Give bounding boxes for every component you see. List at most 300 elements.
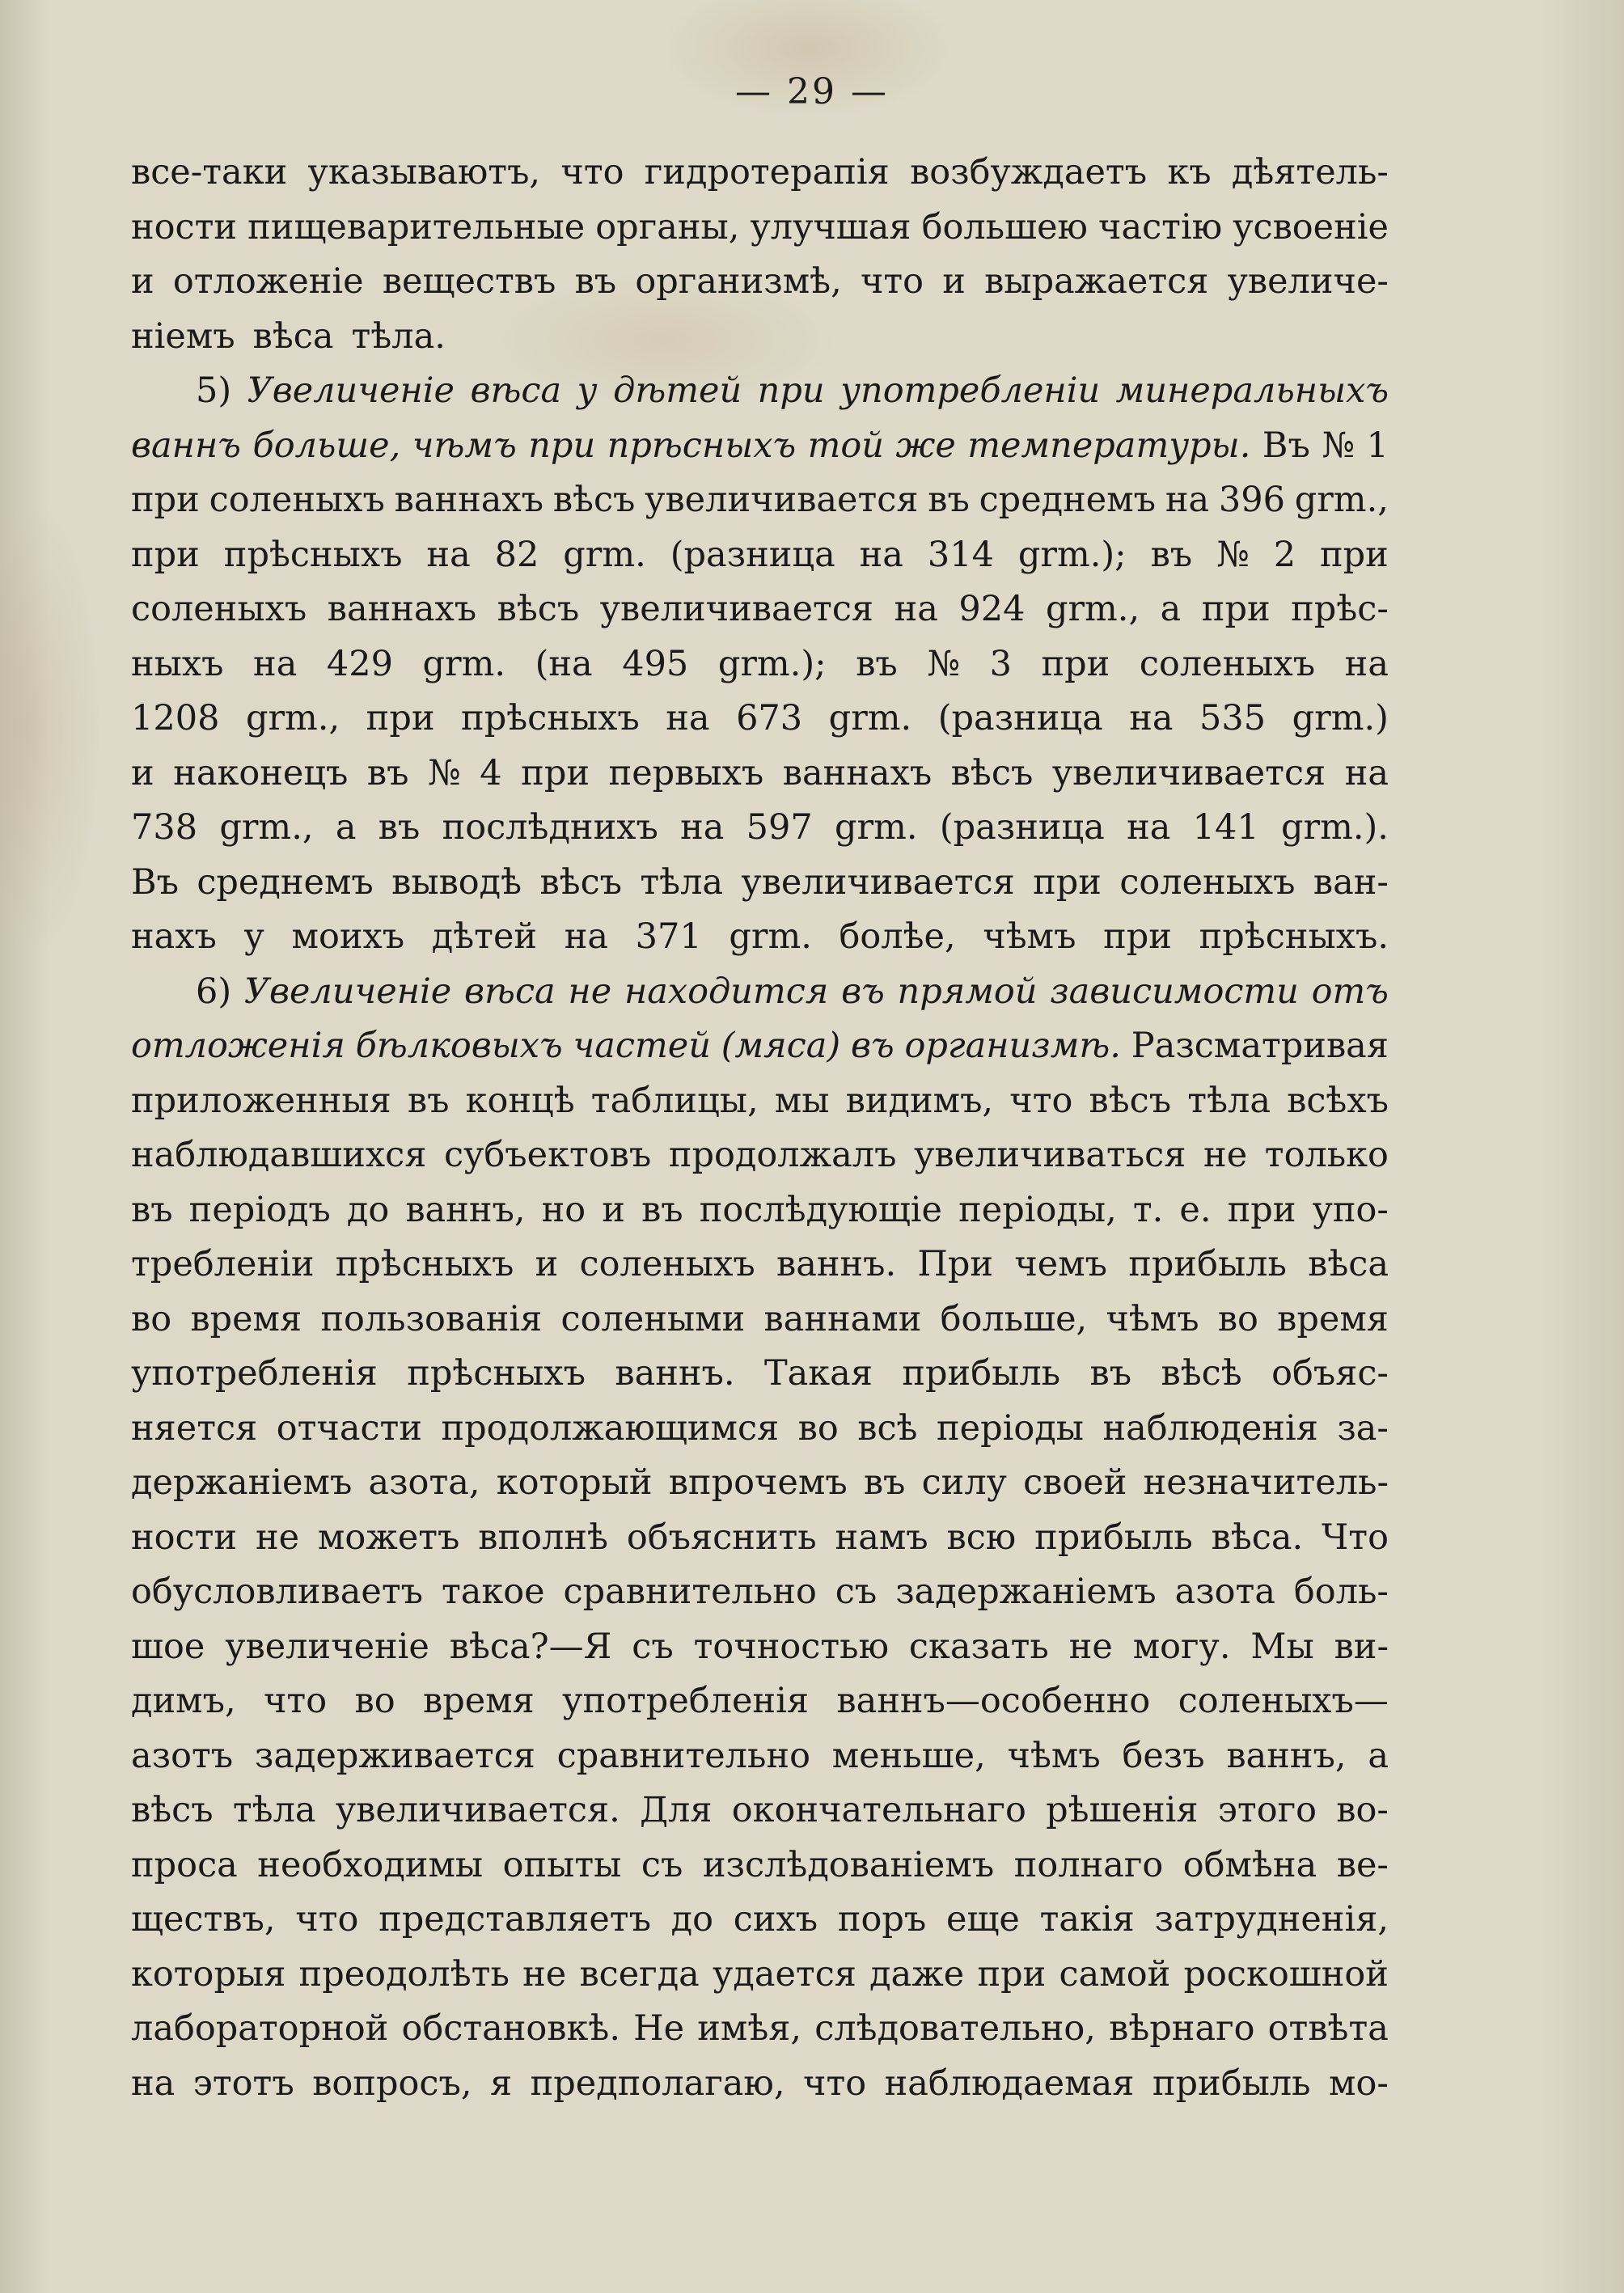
word: представляетъ <box>379 1899 651 1940</box>
text-line <box>131 582 1389 637</box>
text-line <box>131 146 1389 201</box>
word: продолжающимся <box>441 1407 780 1449</box>
word: наблюдаемая <box>884 2062 1135 2104</box>
text-line <box>131 364 1389 419</box>
word: на <box>859 534 903 575</box>
word: вполнѣ <box>478 1517 608 1558</box>
word: въ <box>366 752 409 793</box>
word: 1 <box>1366 425 1389 466</box>
word: объяснить <box>626 1517 817 1558</box>
text-line <box>131 910 1389 965</box>
text-line <box>131 2057 1389 2112</box>
word: увеличе- <box>1227 261 1389 302</box>
word: прѣсныхъ <box>407 1353 586 1394</box>
word: ности <box>131 206 238 247</box>
word: слѣдовательно, <box>814 2008 1096 2049</box>
word: ществъ, <box>131 1899 276 1940</box>
word: большею <box>921 206 1088 247</box>
word: ве- <box>1336 1844 1389 1885</box>
word: при <box>1041 643 1110 684</box>
word: grm.) <box>1292 698 1389 738</box>
word: шое <box>131 1626 205 1667</box>
word: той <box>807 425 884 466</box>
word: до <box>670 1899 714 1940</box>
text-line <box>131 2002 1389 2057</box>
word: при <box>1201 589 1271 629</box>
word: періоды, <box>958 1189 1117 1230</box>
word: необходимы <box>257 1844 484 1885</box>
word: не <box>522 1953 567 1995</box>
word: (мяса) <box>721 1026 841 1066</box>
word: grm., <box>1294 480 1389 520</box>
word: моихъ <box>291 916 405 957</box>
text-line <box>131 1456 1389 1511</box>
word: при <box>757 370 825 411</box>
word: опыты <box>502 1844 622 1885</box>
word: Увеличеніе <box>243 971 452 1012</box>
word: grm., <box>245 698 340 738</box>
word: чѣмъ <box>1106 1298 1199 1339</box>
word: при <box>521 752 590 793</box>
word: ваннъ—особенно <box>836 1681 1151 1721</box>
word: удается <box>713 1953 856 1995</box>
word: прибыль <box>1128 1244 1287 1284</box>
word: тѣла <box>232 1790 316 1830</box>
word: при <box>366 698 435 738</box>
word: соленыхъ <box>209 480 385 520</box>
word: и <box>131 752 154 793</box>
word: № <box>428 752 461 793</box>
word: димъ, <box>131 1681 236 1721</box>
text-line <box>131 1620 1389 1675</box>
word: преодолѣть <box>298 1953 510 1995</box>
word: продолжалъ <box>668 1135 897 1175</box>
word: во <box>354 1681 395 1721</box>
word: при <box>528 425 596 466</box>
word: употребленія <box>131 1353 378 1394</box>
text-line <box>131 1948 1389 2003</box>
word: увеличеніе <box>225 1626 429 1667</box>
word: что <box>1009 1080 1073 1121</box>
word: отъ <box>1311 971 1389 1012</box>
word: изслѣдованіемъ <box>702 1844 995 1885</box>
word: минеральныхъ <box>1115 370 1389 411</box>
page-number-header: — 29 — <box>735 71 889 112</box>
word: ваннахъ <box>394 480 544 520</box>
word: улучшая <box>750 206 911 247</box>
word: Въ <box>1262 425 1310 466</box>
word: во <box>131 1298 172 1339</box>
word: у <box>577 370 598 411</box>
text-line <box>131 1893 1389 1948</box>
word: видимъ, <box>845 1080 994 1121</box>
word: на <box>680 807 725 848</box>
text-line <box>131 528 1389 583</box>
word: впрочемъ <box>668 1462 848 1503</box>
word: соленыхъ <box>1119 861 1296 903</box>
word: во <box>797 1407 839 1449</box>
word: за- <box>1337 1407 1389 1449</box>
word: все-таки <box>131 152 288 192</box>
word: 4 <box>480 752 502 793</box>
word: что <box>295 1899 359 1940</box>
word: всѣхъ <box>1287 1080 1389 1121</box>
word: проса <box>131 1844 238 1885</box>
word: № <box>1216 534 1250 575</box>
word: при <box>977 1953 1047 1995</box>
word: ваннъ. <box>615 1353 735 1394</box>
word: отложенія <box>131 1026 345 1066</box>
word: окончательнаго <box>731 1790 1026 1830</box>
word: отчасти <box>276 1407 422 1449</box>
word: въ <box>928 480 970 520</box>
word: бѣлковыхъ <box>355 1026 563 1066</box>
word: концѣ <box>465 1080 575 1121</box>
word: соленыхъ <box>579 1244 755 1284</box>
word: силу <box>921 1462 1007 1503</box>
word: на <box>564 916 608 957</box>
word: ніемъ <box>131 315 235 357</box>
word: (разница <box>670 534 835 575</box>
word: пищеварительные <box>247 206 586 247</box>
word: имѣя, <box>697 2008 802 2049</box>
word: ваннъ, <box>1226 1735 1347 1776</box>
text-line <box>131 1347 1389 1402</box>
word: (на <box>535 643 593 684</box>
text-line <box>131 1674 1389 1729</box>
word: который <box>496 1462 653 1503</box>
word: № <box>927 643 961 684</box>
word: Не <box>633 2008 685 2049</box>
word: чѣмъ <box>1007 1735 1101 1776</box>
word: до <box>346 1189 390 1230</box>
word: 673 <box>736 698 803 738</box>
word: своей <box>1023 1462 1127 1503</box>
word: grm. <box>563 534 646 575</box>
word: въ <box>1089 1353 1132 1394</box>
word: вѣса <box>1308 1244 1389 1284</box>
word: во <box>1217 1298 1258 1339</box>
word: на <box>131 2062 176 2104</box>
word: въ <box>407 1080 450 1121</box>
word: сравнительно <box>563 1572 817 1612</box>
word: послѣднихъ <box>442 807 658 848</box>
text-line <box>131 419 1389 474</box>
word: вѣса?—Я <box>449 1626 612 1667</box>
word: боль- <box>1293 1572 1389 1612</box>
word: ван- <box>1313 861 1389 903</box>
word: а <box>335 807 357 848</box>
word: соленыхъ <box>131 589 307 629</box>
word: вѣсъ <box>1089 1080 1172 1121</box>
word: въ <box>378 807 421 848</box>
word: азота <box>1174 1572 1275 1612</box>
word: сравнительно <box>556 1735 810 1776</box>
word: не <box>1203 1135 1248 1175</box>
word: при <box>1033 861 1102 903</box>
word: Что <box>1322 1517 1389 1558</box>
word: наблюдавшихся <box>131 1135 427 1175</box>
word: больше, <box>940 1298 1088 1339</box>
word: Для <box>640 1790 713 1830</box>
text-line <box>131 1838 1389 1893</box>
word: 924 <box>958 589 1026 629</box>
word: (разница <box>939 807 1105 848</box>
text-line <box>131 1402 1389 1457</box>
word: вѣсъ <box>131 1790 214 1830</box>
word: вѣса <box>252 315 334 357</box>
text-line <box>131 747 1389 802</box>
word: на <box>1344 752 1389 793</box>
word: мы <box>774 1080 830 1121</box>
word: въ <box>856 643 898 684</box>
word: на <box>1165 480 1210 520</box>
word: требленіи <box>131 1244 315 1284</box>
word: всегда <box>579 1953 700 1995</box>
word: наконецъ <box>173 752 349 793</box>
word: прѣсныхъ. <box>1199 916 1389 957</box>
word: организмѣ. <box>904 1026 1121 1066</box>
word: ваннахъ <box>327 589 477 629</box>
word: сказать <box>908 1626 1049 1667</box>
word: 5) <box>196 370 232 411</box>
word: къ <box>1167 152 1212 192</box>
word: усвоеніе <box>1233 206 1389 247</box>
word: субъектовъ <box>444 1135 652 1175</box>
word: съ <box>641 1844 683 1885</box>
word: Мы <box>1250 1626 1314 1667</box>
word: grm. <box>422 643 506 684</box>
word: 3 <box>989 643 1012 684</box>
text-line <box>131 1183 1389 1238</box>
word: тѣла. <box>351 315 446 357</box>
text-line <box>131 637 1389 692</box>
word: поръ <box>837 1899 927 1940</box>
word: веществъ <box>382 261 556 302</box>
word: прибыль <box>902 1353 1061 1394</box>
word: увеличивается <box>645 480 919 520</box>
word: этотъ <box>192 2062 294 2104</box>
word: ваннахъ <box>782 752 933 793</box>
word: держаніемъ <box>131 1462 353 1503</box>
word: рѣшенія <box>1046 1790 1199 1830</box>
word: солеными <box>560 1298 746 1339</box>
word: организмѣ, <box>635 261 842 302</box>
word: ваннъ. <box>776 1244 897 1284</box>
word: чѣмъ <box>983 916 1076 957</box>
word: отвѣта <box>1267 2008 1389 2049</box>
word: органы, <box>595 206 740 247</box>
word: увеличивается <box>741 861 1015 903</box>
word: Такая <box>763 1353 873 1394</box>
word: няется <box>131 1407 258 1449</box>
word: вѣсъ <box>552 480 636 520</box>
word: зависимости <box>1050 971 1299 1012</box>
text-line <box>131 1783 1389 1838</box>
word: grm. <box>828 698 912 738</box>
word: въ <box>131 1189 173 1230</box>
word: такое <box>441 1572 545 1612</box>
word: періодъ <box>188 1189 331 1230</box>
word: точностью <box>693 1626 890 1667</box>
text-line <box>131 310 1389 365</box>
word: пользованія <box>320 1298 543 1339</box>
word: а <box>1160 589 1182 629</box>
word: на <box>1127 807 1171 848</box>
word: прѣсныхъ <box>223 534 403 575</box>
word: вѣсѣ <box>1161 1353 1242 1394</box>
word: вѣрнаго <box>1109 2008 1255 2049</box>
word: нахъ <box>131 916 217 957</box>
word: я <box>489 2062 513 2104</box>
word: вѣсъ <box>950 752 1034 793</box>
word: при <box>131 480 200 520</box>
word: азотъ <box>131 1735 234 1776</box>
word: № <box>1322 425 1355 466</box>
word: grm. <box>835 807 918 848</box>
word: выводѣ <box>391 861 522 903</box>
text-line <box>131 1237 1389 1292</box>
word: е. <box>1179 1189 1212 1230</box>
word: Разсматривая <box>1131 1026 1389 1066</box>
word: меньше, <box>831 1735 986 1776</box>
text-line <box>131 856 1389 911</box>
word: 314 <box>927 534 994 575</box>
word: сихъ <box>733 1899 818 1940</box>
word: тѣла <box>640 861 724 903</box>
word: чѣмъ <box>412 425 517 466</box>
word: возбуждаетъ <box>910 152 1148 192</box>
word: самой <box>1059 1953 1171 1995</box>
word: всѣ <box>857 1407 918 1449</box>
word: указываютъ, <box>307 152 541 192</box>
word: не <box>568 971 612 1012</box>
word: увеличивается <box>599 589 874 629</box>
text-line <box>131 1511 1389 1566</box>
word: всю <box>946 1517 1017 1558</box>
word: прѣсныхъ <box>335 1244 514 1284</box>
word: дѣтей <box>431 916 538 957</box>
word: 82 <box>494 534 539 575</box>
word: прѣс- <box>1291 589 1389 629</box>
word: съ <box>835 1572 878 1612</box>
word: которыя <box>131 1953 286 1995</box>
word: болѣе, <box>839 916 956 957</box>
word: послѣдующіе <box>699 1189 942 1230</box>
word: мо- <box>1329 2062 1389 2104</box>
word: таблицы, <box>590 1080 759 1121</box>
word: прѣсныхъ <box>607 425 797 466</box>
word: на <box>894 589 938 629</box>
word: незначитель- <box>1143 1462 1389 1503</box>
word: азота, <box>368 1462 480 1503</box>
word: объяс- <box>1271 1353 1389 1394</box>
word: прибыль <box>1034 1517 1193 1558</box>
word: обусловливаетъ <box>131 1572 423 1612</box>
word: а <box>1368 1735 1389 1776</box>
word: на <box>1344 643 1389 684</box>
word: 396 <box>1218 480 1285 520</box>
word: вопросъ, <box>312 2062 472 2104</box>
word: соленыхъ <box>1139 643 1316 684</box>
word: на <box>426 534 471 575</box>
word: затрудненія, <box>1154 1899 1389 1940</box>
word: въ <box>863 1462 906 1503</box>
word: еще <box>946 1899 1020 1940</box>
word: роскошной <box>1183 1953 1389 1995</box>
word: 495 <box>622 643 689 684</box>
word: и <box>131 261 154 302</box>
word: можетъ <box>317 1517 460 1558</box>
word: дѣятель- <box>1231 152 1389 192</box>
text-line <box>131 692 1389 747</box>
word: среднемъ <box>979 480 1157 520</box>
word: полнаго <box>1013 1844 1164 1885</box>
word: ваннъ <box>131 425 241 466</box>
word: на <box>1129 698 1174 738</box>
word: прибыль <box>1152 2062 1311 2104</box>
word: соленыхъ— <box>1178 1681 1389 1721</box>
word: на <box>666 698 710 738</box>
text-line <box>131 255 1389 310</box>
word: grm.). <box>1280 807 1389 848</box>
word: среднемъ <box>197 861 374 903</box>
word: въ <box>841 971 885 1012</box>
word: только <box>1264 1135 1389 1175</box>
word: grm. <box>729 916 812 957</box>
text-line <box>131 1729 1389 1784</box>
text-line <box>131 801 1389 856</box>
word: въ <box>850 1026 894 1066</box>
word: тѣла <box>1187 1080 1271 1121</box>
word: увеличивается. <box>335 1790 620 1830</box>
word: при <box>1319 534 1389 575</box>
word: при <box>131 534 200 575</box>
word: наблюденія <box>1102 1407 1318 1449</box>
word: выражается <box>984 261 1209 302</box>
word: при <box>1227 1189 1296 1230</box>
word: при <box>1103 916 1172 957</box>
word: вѣсъ <box>497 589 580 629</box>
word: же <box>895 425 956 466</box>
word: больше, <box>252 425 401 466</box>
word: частію <box>1098 206 1223 247</box>
word: ви- <box>1334 1626 1389 1667</box>
word: употребленіи <box>840 370 1101 411</box>
word: въ <box>641 1189 683 1230</box>
word: прямой <box>897 971 1038 1012</box>
word: 429 <box>326 643 393 684</box>
word: не <box>255 1517 300 1558</box>
word: въ <box>574 261 617 302</box>
word: время <box>190 1298 302 1339</box>
word: время <box>1277 1298 1389 1339</box>
text-line <box>131 1128 1389 1183</box>
word: но <box>541 1189 586 1230</box>
word: даже <box>869 1953 965 1995</box>
word: т. <box>1132 1189 1164 1230</box>
word: частей <box>573 1026 711 1066</box>
word: время <box>423 1681 535 1721</box>
word: что <box>860 261 924 302</box>
word: задерживается <box>254 1735 535 1776</box>
word: находится <box>624 971 829 1012</box>
word: лабораторной <box>131 2008 389 2049</box>
word: чемъ <box>1014 1244 1107 1284</box>
word: grm., <box>1045 589 1140 629</box>
word: такія <box>1039 1899 1135 1940</box>
word: безъ <box>1122 1735 1205 1776</box>
